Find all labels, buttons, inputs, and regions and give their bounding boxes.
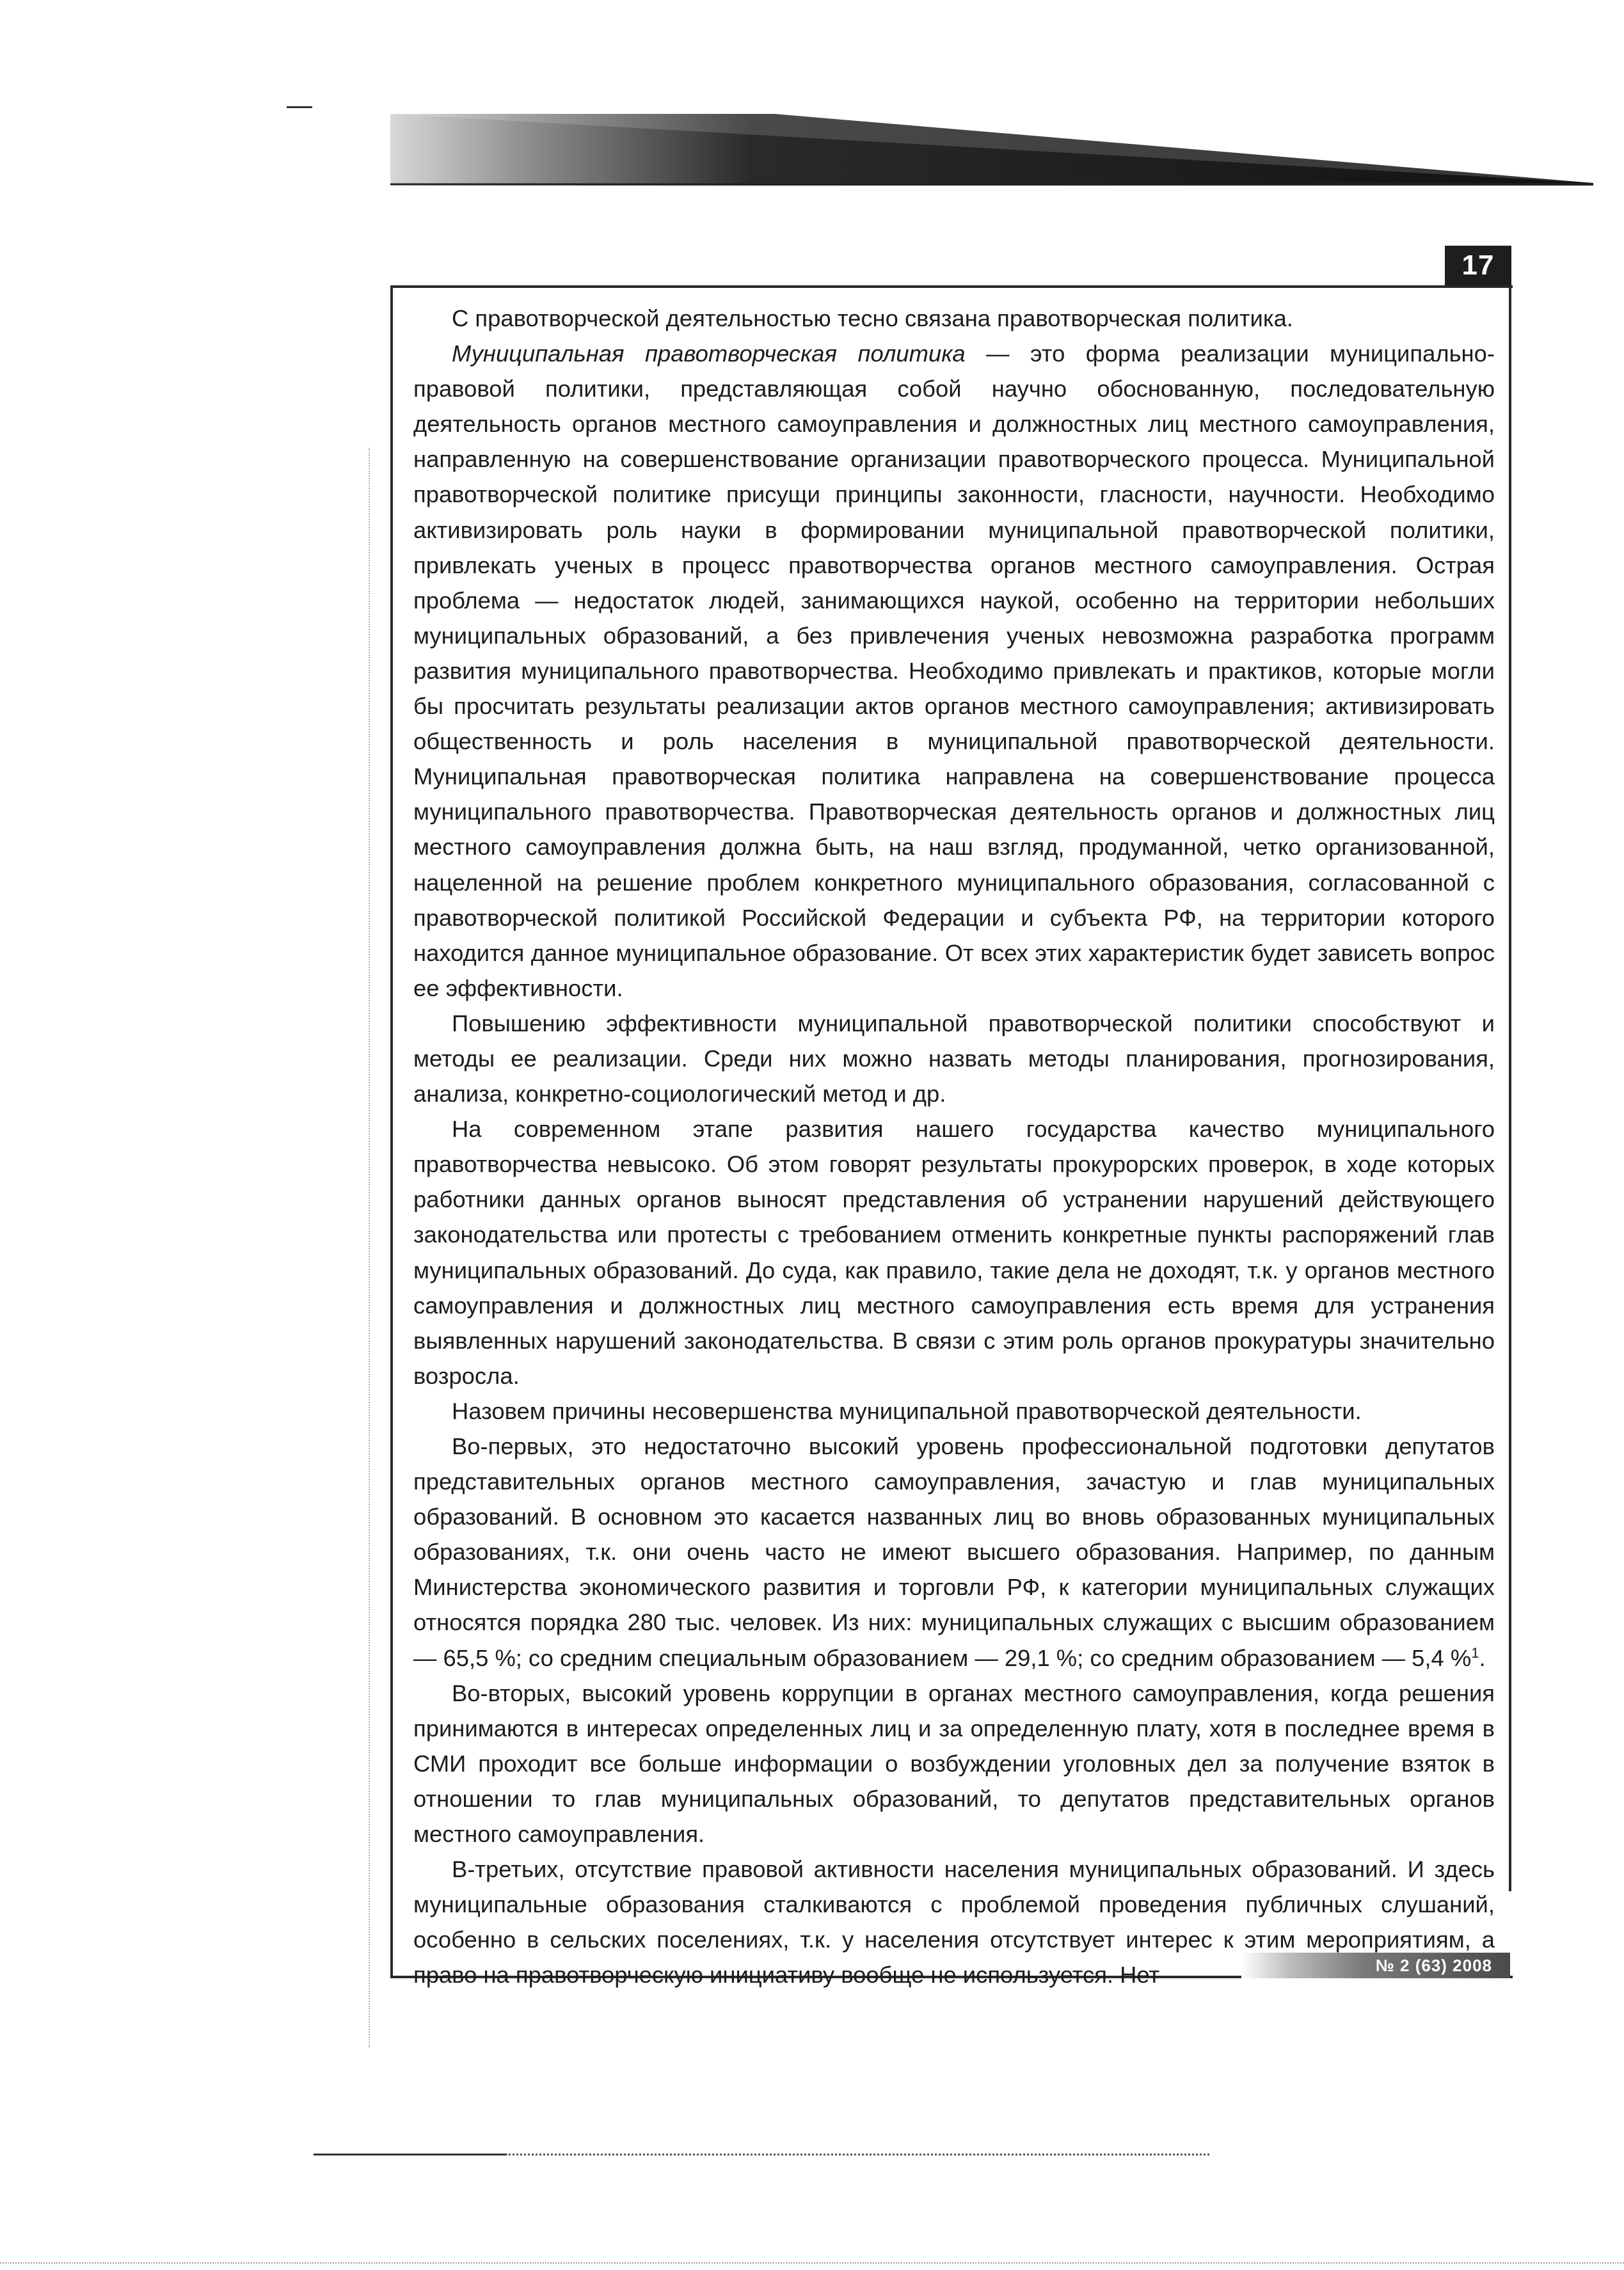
paragraph — [413, 301, 1495, 336]
scan-artifact-mark — [287, 106, 312, 108]
paragraph-text: Во-первых, это недостаточно высокий уровень профессиональной подготовки депутатов представительных органов местного самоуправления, зачастую и глав муниципальных образований. В основном это касается названных лиц во вновь образованных муниципальных образованиях, т.к. они очень часто не имеют высшего образования. Например, по данным Министерства экономического развития и торговли РФ, к категории муниципальных служащих относятся порядка 280 тыс. человек. Из них: муниципальных служащих с высшим образованием — 65,5 %; со средним специальным образованием — 29,1 %; со средним образованием — 5,4 % — [413, 1433, 1495, 1671]
issue-label: № 2 (63) 2008 — [1375, 1955, 1492, 1975]
paragraph-text: — это форма реализации муниципально-правовой политики, представляющая собой научно обоснованную, последовательную деятельность органов местного самоуправления и должностных лиц местного самоуправления, направленную на совершенствование организации правотворческого процесса. Муниципальной правотворческой политике присущи принципы законности, гласности, научности. Необходимо активизировать роль науки в формировании муниципальной правотворческой политики, привлекать ученых в процесс правотворчества органов местного самоуправления. Острая проблема — недостаток людей, занимающихся наукой, особенно на территории небольших муниципальных образований, а без привлечения ученых невозможна разработка программ развития муниципального правотворчества. Необходимо привлекать и практиков, которые могли бы просчитать результаты реализации актов органов местного самоуправления; активизировать общественность и роль населения в муниципальной правотворческой деятельности. Муниципальная правотворческая политика направлена на совершенствование процесса муниципального правотворчества. Правотворческая деятельность органов и должностных лиц местного самоуправления должна быть, на наш взгляд, продуманной, четко организованной, нацеленной на решение проблем конкретного муниципального образования, согласованной с правотворческой политикой Российской Федерации и субъекта РФ, на территории которого находится данное муниципальное образование. От всех этих характеристик будет зависеть вопрос ее эффективности. — [413, 340, 1495, 1001]
scan-bottom-edge — [0, 2262, 1624, 2264]
paragraph-text: Назовем причины несовершенства муниципальной правотворческой деятельности. — [452, 1397, 1362, 1424]
bottom-rule-dotted — [506, 2154, 1209, 2155]
header-decorative-band — [390, 114, 1593, 186]
paragraph — [413, 1676, 1495, 1852]
bottom-rule — [314, 2154, 506, 2155]
paragraph — [413, 1429, 1495, 1676]
paragraph-text: На современном этапе развития нашего государства качество муниципального правотворчества невысоко. Об этом говорят результаты прокурорских проверок, в ходе которых работники данных органов выносят представления об устранении нарушений действующего законодательства или протесты с требованием отменить конкретные пункты распоряжений глав муниципальных образований. До суда, как правило, такие дела не доходят, т.к. у органов местного самоуправления и должностных лиц местного самоуправления есть время для устранения выявленных нарушений законодательства. В связи с этим роль органов прокуратуры значительно возросла. — [413, 1116, 1495, 1389]
issue-footer-badge — [1241, 1953, 1510, 1978]
paragraph-text: В-третьих, отсутствие правовой активности населения муниципальных образований. И здесь муниципальные образования сталкиваются с проблемой проведения публичных слушаний, особенно в сельских поселениях, т.к. у населения отсутствует интерес к этим мероприятиям, а право на правотворческую инициативу вообще не используется. Нет — [413, 1856, 1495, 1988]
paragraph-tail: . — [1479, 1644, 1486, 1671]
article-body — [413, 301, 1495, 1993]
paragraph-text: С правотворческой деятельностью тесно связана правотворческая политика. — [452, 305, 1293, 331]
scan-margin-guide — [369, 448, 370, 2047]
paragraph — [413, 336, 1495, 1006]
paragraph-lead-term: Муниципальная правотворческая политика — [452, 340, 966, 367]
paragraph-text: Повышению эффективности муниципальной правотворческой политики способствуют и методы ее реализации. Среди них можно назвать методы планирования, прогнозирования, анализа, конкретно-социологический метод и др. — [413, 1010, 1495, 1107]
footnote-marker: 1 — [1471, 1644, 1479, 1661]
paragraph — [413, 1393, 1495, 1429]
paragraph — [413, 1006, 1495, 1111]
page-number: 17 — [1445, 246, 1511, 285]
paragraph-text: Во-вторых, высокий уровень коррупции в органах местного самоуправления, когда решения принимаются в интересах определенных лиц и за определенную плату, хотя в последнее время в СМИ проходит все больше информации о возбуждении уголовных дел за получение взяток в отношении то глав муниципальных образований, то депутатов представительных органов местного самоуправления. — [413, 1679, 1495, 1848]
paragraph — [413, 1111, 1495, 1393]
